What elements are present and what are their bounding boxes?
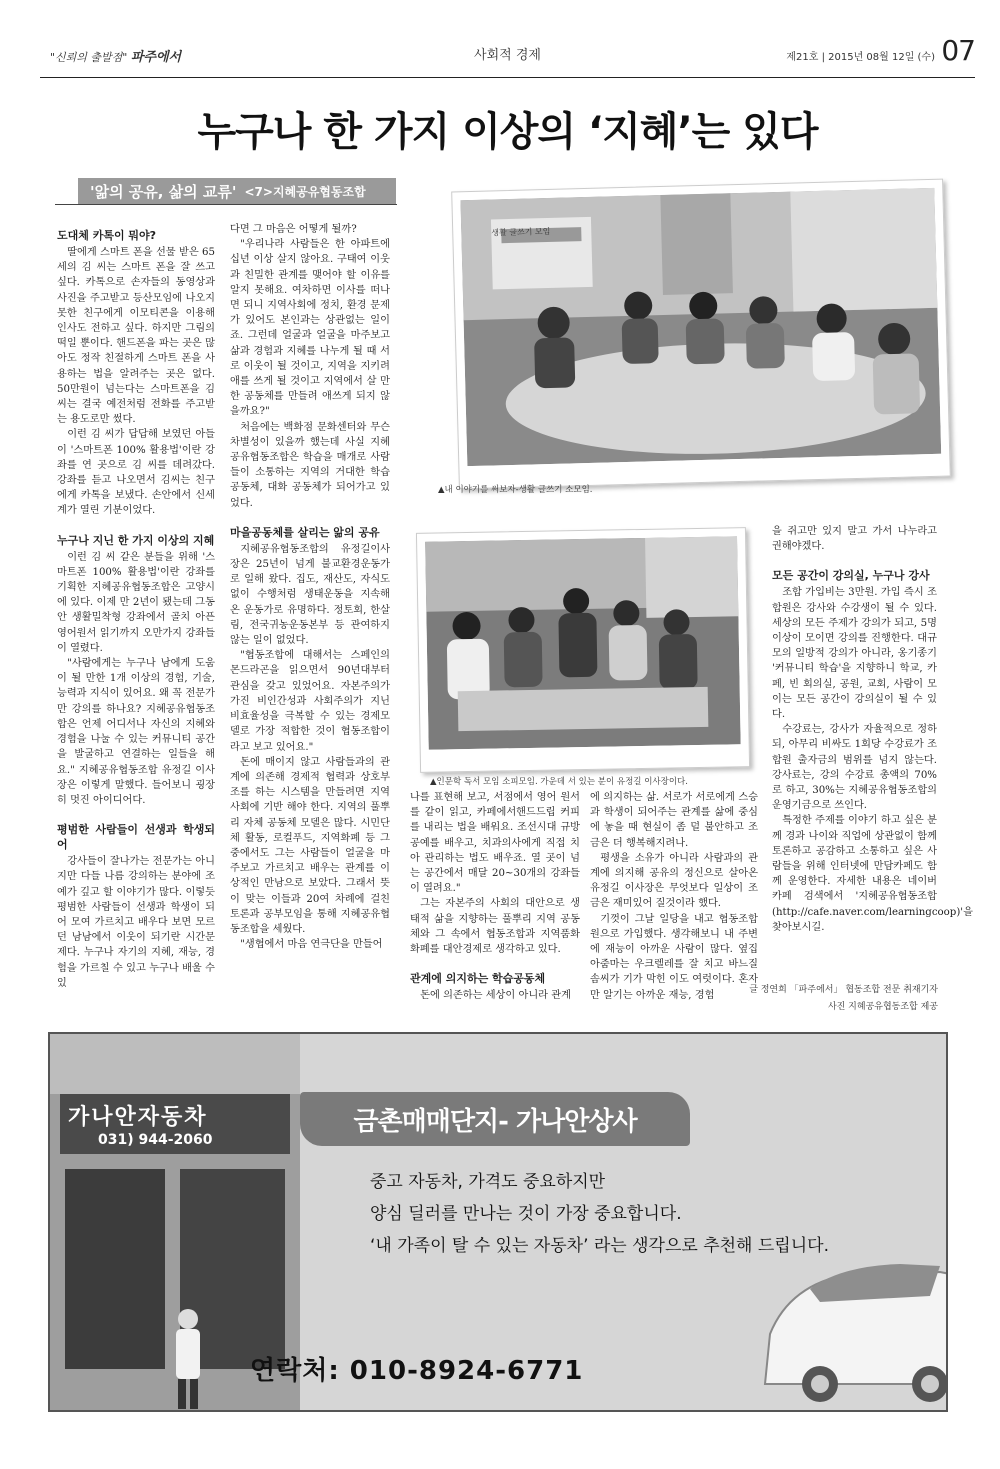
brand-slogan: "신뢰의 출발점" xyxy=(50,51,128,64)
photo-caption-1: ▲내 이야기를 써보자-생활 글쓰기 소모임. xyxy=(438,485,593,495)
photo-credit: 사진 지혜공유협동조합 제공 xyxy=(827,1002,938,1012)
paragraph: 돈에 매이지 않고 사람들과의 관계에 의존해 경제적 협력과 상호부조를 하는 시스템을 만들려면 지역사회에 기반 해야 한다. 지역의 풀뿌리 자체 공동체 모델은 많다. 시민단체 활동, 로컬푸드, 지역화폐 등 그중에서도 그는 사람들이 얼굴을 마주보고 가르치고 배우는 관계를 이상적인 만남으로 보았다. 그래서 뜻이 맞는 이들과 20여 차례에 걸친 토론과 공부모임을 통해 지혜공유협동조합을 세웠다. xyxy=(230,756,390,935)
paragraph: 특정한 주제를 이야기 하고 싶은 분께 경과 나이와 직업에 상관없이 함께 토론하고 공감하고 소통하고 싶은 사람들을 위해 인터넷에 만담카페도 함께 운영한다. 자세한 내용은 네이버 카페 검색에서 '지혜공유협동조합(http://cafe.naver.com/learningcoop)'을 찾아보시길. xyxy=(772,815,973,933)
paragraph: 그는 자본주의 사회의 대안으로 생태적 삶을 지향하는 풀뿌리 지역 공동체와 그 속에서 협동조합과 지역품화 화폐를 대안경제로 생각하고 있다. xyxy=(410,898,580,956)
photo-sign-text: 생활 글쓰기 모임 xyxy=(491,226,551,238)
paragraph: 조합 가입비는 3만원. 가입 즉시 조합원은 강사와 수강생이 될 수 있다. 세상의 모든 주제가 강의가 되고, 5명 이상이 모이면 강의를 진행한다. 대규모의 일방적 강의가 아니라, 옹기종기 '커뮤니티 학습'을 지향하니 학교, 카페, 빈 회의실, 공원, 교회, 사람이 모이는 모든 공간이 강의실이 될 수 있다. xyxy=(772,587,937,721)
article-column-3 xyxy=(410,790,580,1003)
paragraph: 나를 표현해 보고, 서점에서 영어 원서를 같이 읽고, 카페에서핸드드립 커피를 내리는 법을 배워요. 조선시대 규방공예를 배우고, 치과의사에게 직접 치아 관리하는 법도 배우죠. 열 곳이 넘는 공간에서 매달 20~30개의 강좌들이 열려요." xyxy=(410,792,580,895)
issue-info: 제21호 | 2015년 08월 12일 (수) xyxy=(786,52,935,63)
ad-contact: 연락처: 010-8924-6771 xyxy=(250,1356,584,1386)
paragraph: 이런 김 씨가 답답해 보였던 아들이 '스마트폰 100% 활용법'이란 강좌를 연 곳으로 김 씨를 데려갔다. 강좌를 듣고 나오면서 김씨는 친구에게 카톡을 보냈다. 손안에서 신세계가 열린 기분이었다. xyxy=(57,429,215,517)
subheading: 마을공동체를 살리는 앎의 공유 xyxy=(230,525,380,539)
paragraph: 딸에게 스마트 폰을 선물 받은 65세의 김 씨는 스마트 폰을 잘 쓰고 싶다. 카톡으로 손자들의 동영상과 사진을 주고받고 등산모임에 나오지 못한 친구에게 이모티콘을 이용해 인사도 전하고 싶다. 하지만 그림의 떡일 뿐이다. 핸드폰을 파는 곳은 많아도 정작 친절하게 스마트 폰을 사용하는 법을 알려주는 곳은 없다. 50만원이 넘는다는 스마트폰을 김씨는 결국 예전처럼 전화를 주고받는 용도로만 썼다. xyxy=(57,247,215,426)
paragraph: "사람에게는 누구나 남에게 도움이 될 만한 1개 이상의 경험, 기술, 능력과 지식이 있어요. 왜 꼭 전문가만 강의를 하나요? 지혜공유협동조합은 언제 어디서나 자신의 지혜와 경험을 나눌 수 있는 커뮤니티 공간을 발굴하고 연결하는 일들을 해요." 지혜공유협동조합 유정길 이사장은 이렇게 말했다. 들어보니 굉장히 멋진 아이디어다. xyxy=(57,658,215,806)
series-divider xyxy=(55,204,397,205)
paragraph: 평생을 소유가 아니라 사람과의 관계에 의지해 공유의 정신으로 살아온 유정길 이사장은 무엇보다 일상이 조금은 재미있어 질것이라 했다. xyxy=(590,852,758,910)
article-credits xyxy=(749,982,938,1016)
subheading: 관계에 의지하는 학습공동체 xyxy=(410,972,546,986)
paragraph: 돈에 의존하는 세상이 아니라 관계 xyxy=(420,990,571,1002)
paragraph: 처음에는 백화점 문화센터와 무슨 차별성이 있을까 했는데 사실 지혜공유협동조합은 학습을 매개로 사람들이 소통하는 지역의 거대한 학습 공동체, 대화 공동체가 되어가고 있었다. xyxy=(230,421,390,509)
paragraph: 을 쥐고만 있지 말고 가서 나누라고 권해야겠다. xyxy=(772,526,937,553)
photo-reading-group xyxy=(425,536,741,749)
store-sign: 가나안자동차 xyxy=(68,1105,208,1130)
store-phone: 031) 944-2060 xyxy=(98,1132,213,1148)
article-column-5 xyxy=(772,524,973,935)
subheading: 모든 공간이 강의실, 누구나 강사 xyxy=(772,569,930,583)
paragraph: "생협에서 마음 연극단을 만들어 xyxy=(240,939,383,951)
ad-line: ‘내 가족이 탈 수 있는 자동차’ 라는 생각으로 추천해 드립니다. xyxy=(370,1236,829,1256)
masthead xyxy=(40,34,975,78)
paragraph: 수강료는, 강사가 자율적으로 정하되, 아무리 비싸도 1회당 수강료가 조합원 출자금의 범위를 넘지 않는다. 강사료는, 강의 수강료 총액의 70%로 하고, 30%는 지혜공유협동조합의 운영기금으로 쓰인다. xyxy=(772,724,937,812)
ad-copy xyxy=(370,1166,829,1262)
article-headline: 누구나 한 가지 이상의 ‘지혜’는 있다 xyxy=(197,109,818,155)
series-label xyxy=(78,178,396,204)
ad-line: 양심 딜러를 만나는 것이 가장 중요합니다. xyxy=(370,1204,682,1224)
series-subtitle: <7>지혜공유협동조합 xyxy=(244,184,366,199)
subheading: 도대체 카톡이 뭐야? xyxy=(57,229,157,242)
page-number: 07 xyxy=(941,34,975,67)
article-photo-1 xyxy=(451,179,951,490)
paragraph: 기껏이 그날 일당을 내고 협동조합원으로 가입했다. 생각해보니 내 주변에 재능이 아까운 사람이 많다. 옆집 아줌마는 우크렐레를 잘 치고 바느질 솜씨가 기가 막힌 이도 여럿이다. 혼자만 알기는 아까운 재능, 경험 xyxy=(590,913,758,1001)
advertisement xyxy=(48,1032,948,1412)
paragraph: 이런 김 씨 같은 분들을 위해 '스마트폰 100% 활용법'이란 강좌를 기획한 지혜공유협동조합은 고양시에 있다. 이제 만 2년이 됐는데 그동안 생활밀착형 강좌에서 골치 아픈 영어원서 읽기까지 오만가지 강좌들이 열렸다. xyxy=(57,551,215,654)
ad-line: 중고 자동차, 가격도 중요하지만 xyxy=(370,1172,606,1192)
paragraph: "협동조합에 대해서는 스페인의 몬드라곤을 읽으면서 90년대부터 관심을 갖고 있었어요. 자본주의가 가진 비인간성과 사회주의가 지닌 비효율성을 극복할 수 있는 경제모델로 가장 적합한 것이 협동조합이라고 보고 있어요." xyxy=(230,650,390,753)
section-name: 사회적 경제 xyxy=(474,48,541,63)
paragraph: 강사들이 잘나가는 전문가는 아니지만 다들 나름 강의하는 분야에 조예가 깊고 할 이야기가 많다. 이렇듯 평범한 사람들이 선생과 학생이 되어 모여 가르치고 배우다 보면 모르던 남남에서 이웃이 되기란 시간문제다. 누구나 자기의 지혜, 재능, 경험을 가르칠 수 있고 누구나 배울 수 있 xyxy=(57,856,215,989)
article-column-1 xyxy=(57,228,215,991)
series-title: '앎의 공유, 삶의 교류' xyxy=(90,182,237,201)
brand-name: 파주에서 xyxy=(130,50,182,65)
paragraph: 다면 그 마음은 어떻게 될까? xyxy=(230,224,357,235)
writer-credit: 글 정연희 「파주에서」 협동조합 전문 취재기자 xyxy=(749,985,938,995)
subheading: 누구나 지닌 한 가지 이상의 지혜 xyxy=(57,533,215,547)
paragraph: "우리나라 사람들은 한 아파트에 십년 이상 살지 않아요. 구태여 이웃과 친밀한 관계를 맺어야 할 이유를 알지 못해요. 여차하면 이사를 떠나면 되니 지역사회에 정치, 환경 문제가 있어도 본인과는 상관없는 일이죠. 그런데 얼굴과 얼굴을 마주보고 삶과 경험과 지혜를 나누게 될 때 서로 이웃이 될 것이고, 지역을 지키려 애를 쓰게 될 것이고 지역에서 살 만한 공동체를 만들려 애쓰게 되지 않을까요?" xyxy=(230,239,390,418)
paragraph: 에 의지하는 삶. 서로가 서로에게 스승과 학생이 되어주는 관계를 삶에 중심에 놓을 때 현실이 좀 덜 불안하고 조금은 더 행복해지려나. xyxy=(590,792,758,849)
photo-caption-2: ▲인문학 독서 모임 소피모임. 가운데 서 있는 분이 유정길 이사장이다. xyxy=(430,777,688,787)
article-column-2 xyxy=(230,222,390,952)
subheading: 평범한 사람들이 선생과 학생되어 xyxy=(57,823,215,852)
article-photo-2 xyxy=(416,527,750,773)
paragraph: 지혜공유협동조합의 유정길이사장은 25년이 넘게 불교환경운동가로 일해 왔다. 집도, 재산도, 자식도 없이 수행처럼 생태운동을 지속해 온 운동가로 유명하다. 정토회, 한살림, 전국귀농운동본부 등 관여하지 않는 일이 없었다. xyxy=(230,543,390,647)
article-column-4 xyxy=(590,790,758,1003)
ad-banner: 금촌매매단지- 가나안상사 xyxy=(300,1092,690,1146)
